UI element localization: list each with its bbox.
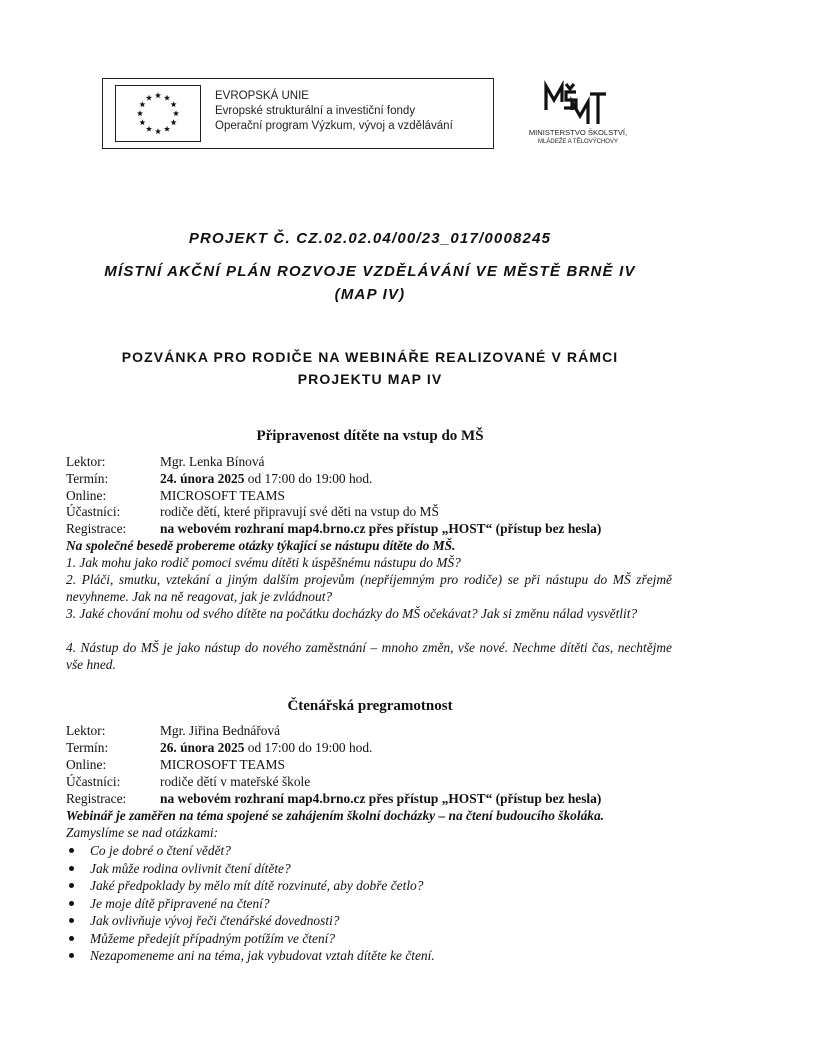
section-1-intro: Na společné besedě probereme otázky týkající se nástupu dítěte do MŠ. [66,538,456,553]
eu-star-icon [139,119,145,125]
eu-flag-icon [115,85,201,142]
termin-time: od 17:00 do 19:00 hod. [244,740,373,755]
list-item [66,877,435,895]
list-item-text: Co je dobré o čtení vědět? [90,843,231,858]
bullet-icon [69,848,74,853]
section-1-question-4: 4. Nástup do MŠ je jako nástup do nového zaměstnání – mnoho změn, vše nové. Nechme dítěti čas, nechtějme vše hned. [66,640,672,672]
lektor-label: Lektor: [66,454,106,469]
eu-star-icon [146,95,152,101]
registrace-label: Registrace: [66,791,127,806]
bullet-icon [69,866,74,871]
invitation-line2: PROJEKTU MAP IV [297,371,443,387]
eu-star-icon [164,126,170,132]
online-value: MICROSOFT TEAMS [160,757,285,772]
eu-star-icon [164,95,170,101]
section-2-lead: Zamyslíme se nad otázkami: [66,825,219,840]
list-item-text: Jaké předpoklady by mělo mít dítě rozvinuté, aby dobře četlo? [90,878,424,893]
termin-date: 26. února 2025 [160,740,245,755]
ucastnici-label: Účastníci: [66,504,121,519]
section-1-question-2: 2. Pláči, smutku, vztekání a jiným dalším projevům (nepříjemným pro rodiče) se při nástupu do MŠ zřejmě nevyhneme. Jak na ně reagovat, jak je zvládnout? [66,572,672,604]
eu-star-icon [155,92,161,98]
termin-date: 24. února 2025 [160,471,245,486]
eu-title: EVROPSKÁ UNIE [215,90,309,102]
section-2-bullet-list [66,842,435,965]
list-item [66,912,435,930]
bullet-icon [69,901,74,906]
registrace-value: na webovém rozhraní map4.brno.cz přes přístup „HOST“ (přístup bez hesla) [160,521,602,536]
lektor-label: Lektor: [66,723,106,738]
eu-text-block [215,89,453,134]
ucastnici-value: rodiče dětí v mateřské škole [160,774,311,789]
termin-label: Termín: [66,471,109,486]
lektor-value: Mgr. Lenka Bínová [160,454,265,469]
invitation-line1: POZVÁNKA PRO RODIČE NA WEBINÁŘE REALIZOVANÉ V RÁMCI [121,349,619,365]
msmt-logo-mark [508,80,648,130]
list-item-text: Můžeme předejít případným potížím ve čtení? [90,930,336,946]
eu-funds: Evropské strukturální a investiční fondy [215,105,416,117]
online-label: Online: [66,757,107,772]
bullet-icon [69,918,74,923]
section-2-intro: Webinář je zaměřen na téma spojené se zahájením školní docházky – na čtení budoucího školáka. [66,808,605,823]
eu-star-icon [137,110,143,116]
eu-programme: Operační program Výzkum, vývoj a vzdělávání [215,120,453,132]
list-item [66,947,435,965]
bullet-icon [69,953,74,958]
list-item-text: Je moje dítě připravené na čtení? [90,895,270,911]
list-item [66,842,435,860]
section-1-heading: Připravenost dítěte na vstup do MŠ [256,428,484,444]
eu-star-icon [139,101,145,107]
bullet-icon [69,936,74,941]
online-label: Online: [66,488,107,503]
msmt-line1: MINISTERSTVO ŠKOLSTVÍ, [528,128,628,137]
lektor-value: Mgr. Jiřina Bednářová [160,723,281,738]
eu-star-icon [171,119,177,125]
termin-value [160,470,372,487]
list-item-text: Jak ovlivňuje vývoj řeči čtenářské dovednosti? [90,913,340,928]
list-item [66,930,435,948]
eu-star-icon [146,126,152,132]
list-item-text: Jak může rodina ovlivnit čtení dítěte? [90,860,291,876]
list-item-text: Nezapomeneme ani na téma, jak vybudovat vztah dítěte ke čtení. [90,948,435,963]
eu-logo-banner [102,78,494,149]
ucastnici-value: rodiče dětí, které připravují své děti na vstup do MŠ [160,504,439,519]
msmt-line2: MLÁDEŽE A TĚLOVÝCHOVY [538,138,618,145]
ucastnici-label: Účastníci: [66,774,121,789]
bullet-icon [69,883,74,888]
project-number: PROJEKT Č. CZ.02.02.04/00/23_017/0008245 [188,230,552,247]
online-value: MICROSOFT TEAMS [160,488,285,503]
list-item [66,860,435,878]
list-item [66,895,435,913]
termin-label: Termín: [66,740,109,755]
eu-star-icon [155,128,161,134]
msmt-caption [510,129,646,146]
termin-time: od 17:00 do 19:00 hod. [244,471,373,486]
registrace-label: Registrace: [66,521,127,536]
project-name-line2: (MAP IV) [334,286,406,303]
project-name-line1: MÍSTNÍ AKČNÍ PLÁN ROZVOJE VZDĚLÁVÁNÍ VE MĚSTĚ BRNĚ IV [104,263,636,280]
termin-value [160,739,372,756]
section-1-question-1: 1. Jak mohu jako rodič pomoci svému dítěti k úspěšnému nástupu do MŠ? [66,555,461,570]
section-1-question-3: 3. Jaké chování mohu od svého dítěte na počátku docházky do MŠ očekávat? Jak si změnu nálad vysvětlit? [66,606,638,621]
section-2-heading: Čtenářská pregramotnost [287,698,453,714]
eu-star-icon [171,101,177,107]
eu-star-icon [173,110,179,116]
registrace-value: na webovém rozhraní map4.brno.cz přes přístup „HOST“ (přístup bez hesla) [160,791,602,806]
